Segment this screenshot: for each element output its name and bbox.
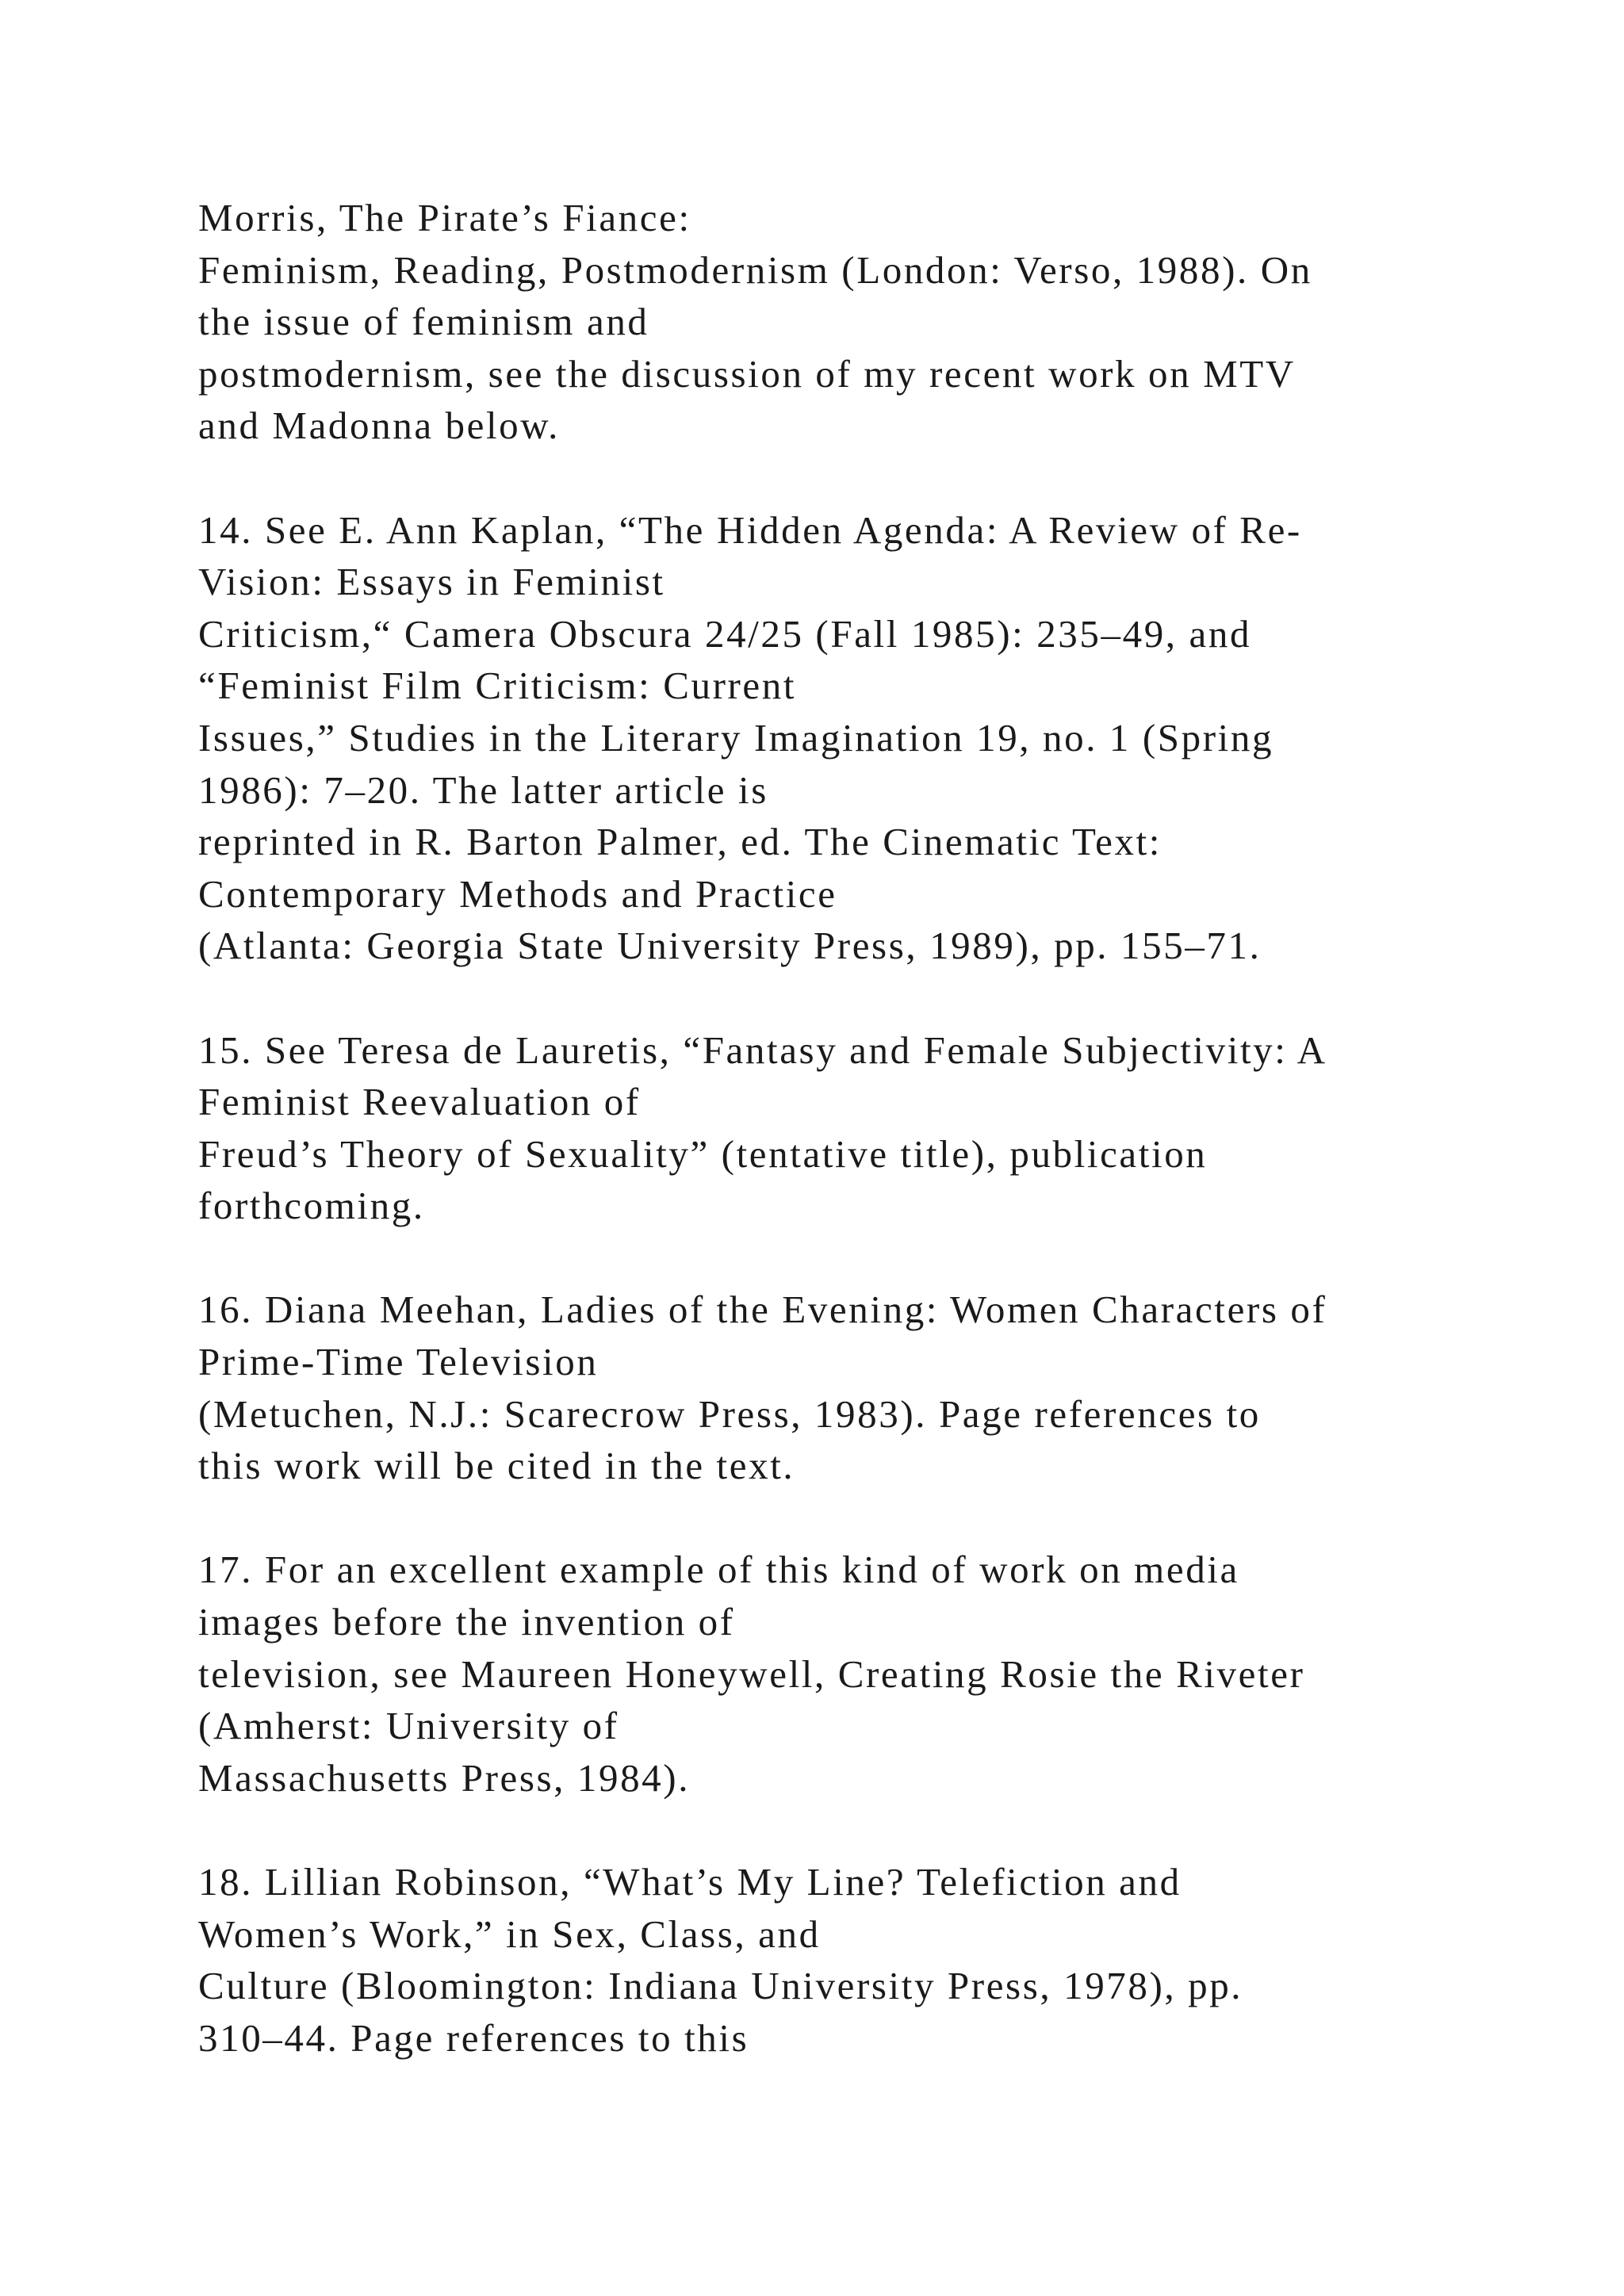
text-line: 17. For an excellent example of this kind of work on media [198,1548,1239,1592]
footnote-15 [198,1024,1546,1232]
text-line: 16. Diana Meehan, Ladies of the Evening: Women Characters of [198,1288,1327,1332]
text-line: television, see Maureen Honeywell, Creating Rosie the Riveter [198,1651,1305,1696]
text-line: Freud’s Theory of Sexuality” (tentative title), publication [198,1131,1208,1176]
text-line: images before the invention of [198,1600,735,1644]
text-line: (Amherst: University of [198,1704,619,1748]
text-line: Culture (Bloomington: Indiana University Press, 1978), pp. [198,1964,1243,2008]
text-line: postmodernism, see the discussion of my recent work on MTV [198,351,1296,396]
text-line: (Metuchen, N.J.: Scarecrow Press, 1983). Page references to [198,1391,1261,1436]
text-line: the issue of feminism and [198,300,649,344]
text-line: Women’s Work,” in Sex, Class, and [198,1911,821,1956]
text-line: and Madonna below. [198,404,560,448]
footnote-14 [198,504,1546,972]
text-line: “Feminist Film Criticism: Current [198,664,797,708]
text-line: 14. See E. Ann Kaplan, “The Hidden Agenda: A Review of Re- [198,507,1302,552]
text-line: Morris, The Pirate’s Fiance: [198,196,691,239]
text-line: Feminism, Reading, Postmodernism (London: Verso, 1988). On [198,247,1312,292]
footnote-continuation-paragraph [198,192,1546,452]
text-line: forthcoming. [198,1184,425,1228]
footnote-18 [198,1856,1546,2064]
document-page [198,192,1546,2116]
text-line: this work will be cited in the text. [198,1444,795,1488]
text-line: Vision: Essays in Feminist [198,560,665,604]
footnote-17 [198,1544,1546,1804]
text-line: reprinted in R. Barton Palmer, ed. The Cinematic Text: [198,820,1162,864]
text-line: Issues,” Studies in the Literary Imagination 19, no. 1 (Spring [198,715,1274,760]
footnote-16 [198,1284,1546,1491]
text-line: 310–44. Page references to this [198,2015,749,2060]
text-line: 15. See Teresa de Lauretis, “Fantasy and Female Subjectivity: A [198,1027,1327,1072]
text-line: Feminist Reevaluation of [198,1080,641,1124]
text-line: Criticism,“ Camera Obscura 24/25 (Fall 1985): 235–49, and [198,611,1252,656]
text-line: Massachusetts Press, 1984). [198,1755,691,1800]
text-line: Contemporary Methods and Practice [198,871,837,916]
text-line: 1986): 7–20. The latter article is [198,767,768,812]
text-line: Prime-Time Television [198,1340,599,1384]
text-line: 18. Lillian Robinson, “What’s My Line? Telefiction and [198,1860,1182,1904]
text-line: (Atlanta: Georgia State University Press, 1989), pp. 155–71. [198,924,1262,968]
